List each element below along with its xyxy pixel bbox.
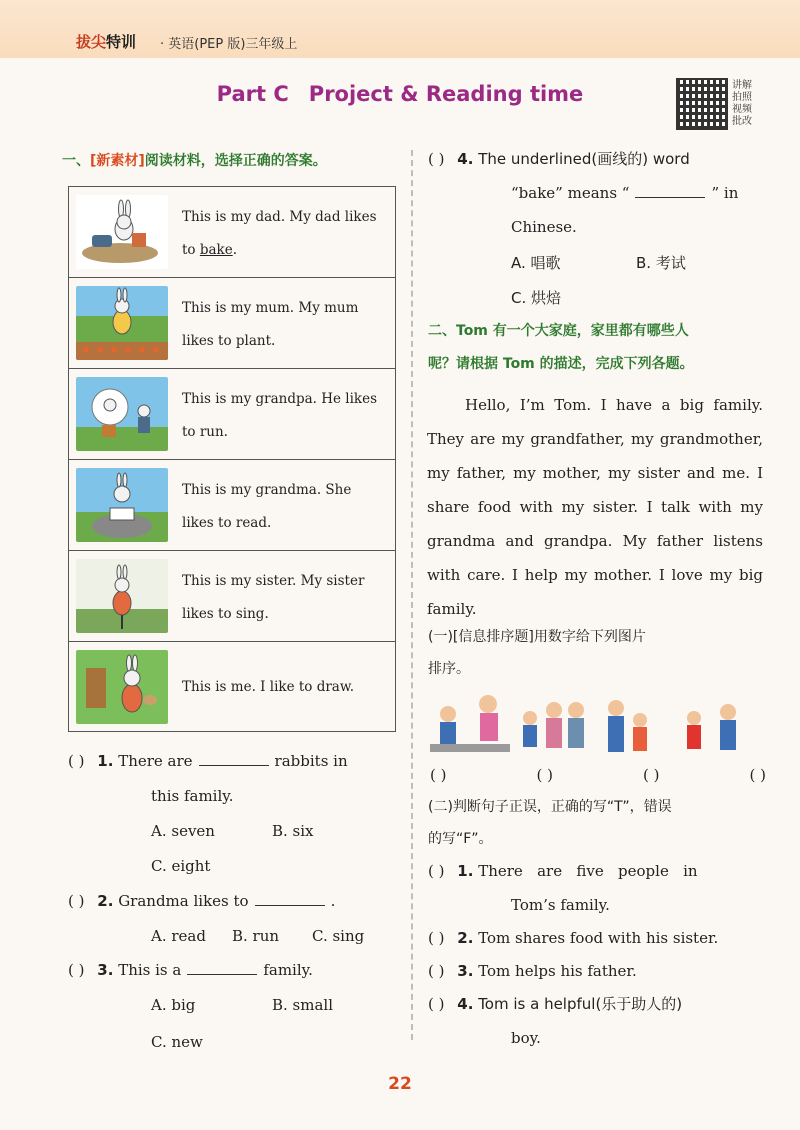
table-row-me <box>69 642 395 733</box>
answer-paren[interactable]: ( ) <box>428 995 445 1013</box>
question-1-cont: this family. <box>151 787 234 805</box>
table-row-grandma <box>69 460 395 551</box>
option[interactable]: C. new <box>151 1033 203 1051</box>
fill-blank[interactable] <box>255 894 325 906</box>
table-row-sister <box>69 551 395 642</box>
option[interactable]: A. big <box>151 996 196 1014</box>
fill-blank[interactable] <box>187 963 257 975</box>
judge-4: ( ) 4. Tom is a helpful(乐于助人的) <box>428 995 683 1013</box>
option[interactable]: A. 唱歌 <box>511 254 561 272</box>
answer-paren[interactable]: ( ) <box>428 962 445 980</box>
picture-table <box>68 186 396 732</box>
dad-baking-picture <box>76 195 168 269</box>
answer-paren[interactable]: ( ) <box>68 961 85 979</box>
picture-share-food <box>430 695 510 752</box>
judge-3: ( ) 3. Tom helps his father. <box>428 962 637 980</box>
option[interactable]: B. 考试 <box>636 254 686 272</box>
order-paren[interactable]: ( ) <box>749 766 766 784</box>
answer-paren[interactable]: ( ) <box>68 892 85 910</box>
judge-4-cont: boy. <box>511 1029 541 1047</box>
grandpa-running-picture <box>76 377 168 451</box>
family-pictures <box>426 690 764 760</box>
answer-paren[interactable]: ( ) <box>428 150 445 168</box>
row-text: This is my mum. My mum likes to plant. <box>182 300 359 349</box>
section1-heading: 一、[新素材]阅读材料，选择正确的答案。 <box>62 153 327 169</box>
question-2: ( ) 2. Grandma likes to . <box>68 892 336 910</box>
book-subtitle: · 英语(PEP 版)三年级上 <box>160 37 298 52</box>
picture-boy-girl <box>687 704 736 750</box>
section2-heading-cont: 呢？请根据 Tom 的描述，完成下列各题。 <box>428 356 694 372</box>
row-text: This is my grandpa. He likes to run. <box>182 391 378 440</box>
judge-1: ( ) 1. There are five people in <box>428 862 698 880</box>
order-paren[interactable]: ( ) <box>643 766 660 784</box>
qr-label: 讲解拍照视频批改 <box>732 80 752 127</box>
sister-singing-picture <box>76 559 168 633</box>
option[interactable]: C. eight <box>151 857 211 875</box>
row-text: This is my grandma. She likes to read. <box>182 482 352 531</box>
reading-passage: Hello, I’m Tom. I have a big family. They are my grandfather, my grandmother, my father, my mother, my sister and me. I share food with my sister. I talk with my grandma and grandpa. My father listens with care. I help my mother. I love my big family. <box>427 396 763 618</box>
me-drawing-picture <box>76 650 168 724</box>
order-paren[interactable]: ( ) <box>536 766 553 784</box>
table-row-dad <box>69 187 395 278</box>
row-text: This is my sister. My sister likes to sing. <box>182 573 365 622</box>
column-divider <box>411 150 413 1040</box>
part2-heading-cont: 的写“F”。 <box>428 831 493 847</box>
answer-paren[interactable]: ( ) <box>428 862 445 880</box>
option[interactable]: C. 烘焙 <box>511 289 562 307</box>
picture-father-listens <box>608 700 647 752</box>
page-header <box>0 0 800 58</box>
picture-talk-grandparents <box>523 702 584 748</box>
page-number: 22 <box>388 1074 412 1094</box>
question-4: ( ) 4. The underlined(画线的) word <box>428 150 690 168</box>
part2-heading: (二)判断句子正误，正确的写“T”，错误 <box>428 799 672 815</box>
row-text: This is my dad. My dad likes to bake. <box>182 209 377 258</box>
question-4-cont: “bake” means “ ” in <box>511 184 739 202</box>
answer-paren[interactable]: ( ) <box>68 752 85 770</box>
option[interactable]: B. run <box>232 927 280 945</box>
option[interactable]: B. six <box>272 822 314 840</box>
grandma-reading-picture <box>76 468 168 542</box>
answer-paren[interactable]: ( ) <box>428 929 445 947</box>
part1-heading-cont: 排序。 <box>428 661 470 677</box>
question-3: ( ) 3. This is a family. <box>68 961 313 979</box>
part1-heading: (一)[信息排序题]用数字给下列图片 <box>428 629 646 645</box>
fill-blank[interactable] <box>199 754 269 766</box>
judge-1-cont: Tom’s family. <box>511 896 610 914</box>
order-answer-row <box>430 766 766 784</box>
option[interactable]: A. seven <box>151 822 215 840</box>
option[interactable]: A. read <box>151 927 206 945</box>
fill-blank[interactable] <box>635 186 705 198</box>
brand-logo: 拔尖特训 <box>76 33 137 51</box>
option[interactable]: B. small <box>272 996 334 1014</box>
question-1: ( ) 1. There are rabbits in <box>68 752 348 770</box>
page-title: Part C Project & Reading time <box>216 82 584 106</box>
question-4-cont2: Chinese. <box>511 218 577 236</box>
row-text: This is me. I like to draw. <box>182 679 355 695</box>
section2-heading: 二、Tom 有一个大家庭，家里都有哪些人 <box>428 323 689 339</box>
table-row-mum <box>69 278 395 369</box>
judge-2: ( ) 2. Tom shares food with his sister. <box>428 929 719 947</box>
qr-code-icon[interactable] <box>676 78 728 130</box>
option[interactable]: C. sing <box>312 927 365 945</box>
mum-planting-picture <box>76 286 168 360</box>
order-paren[interactable]: ( ) <box>430 766 447 784</box>
table-row-grandpa <box>69 369 395 460</box>
